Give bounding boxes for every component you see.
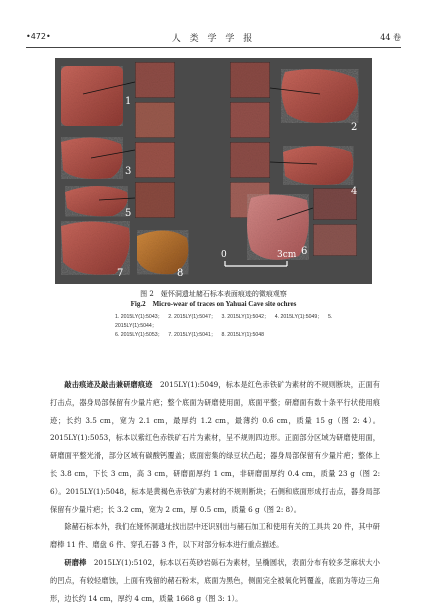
figure-label-5: 5 (125, 208, 132, 219)
figure-caption-items (115, 313, 345, 340)
paragraph-2 (50, 518, 380, 554)
caption-item: 4. 2015LY(1):5049； (274, 314, 323, 320)
figure-label-8: 8 (177, 268, 184, 279)
journal-title: 人 类 学 学 报 (171, 34, 256, 44)
caption-item: 3. 2015LY(1):5042； (221, 314, 270, 320)
figure-label-2: 2 (351, 122, 358, 133)
figure-label-7: 7 (117, 268, 124, 279)
caption-item: 5. 2015LY(1):5044； (115, 314, 333, 329)
scale-bar (225, 261, 287, 266)
caption-item: 6. 2015LY(1):5053； (115, 332, 163, 338)
specimen-7 (61, 221, 130, 274)
paragraph-1-text: 2015LY(1):5049，标本是红色赤铁矿为素材的不规则断块，正面有打击点，器身局部保留有少量片疤；整个底面为研磨使用面，底面平整；研磨面有数十条平行状使用痕迹；长约 3.5 cm，宽为 2.1 cm，最厚约 1.2 cm，最薄约 0.6 cm，质量 15 g（图 2: 4）。2015LY(1):5053，标本以紫红色赤铁矿石片为素材，呈不规则四边形。正面部分区域为研磨使用面，研磨面平整光滑，部分区域有碳酸钙覆盖；底面密集的绿豆状凸起；器身局部保留有少量片疤；整体上长 3.8 cm，下长 3 cm，高 3 cm，研磨面厚约 1 cm，非研磨面厚约 0.4 cm，质量 23 g（图 2: 6）。2015LY(1):5048，标本是黄褐色赤铁矿为素材的不规则断块；石侧和底面形成打击点，器身局部保留有少量片疤；长 3.2 cm，宽为 2 cm，厚 0.5 cm，质量 6 g（图 2: 8）。 (50, 380, 380, 514)
figure-ochre-photos (55, 58, 372, 284)
specimen-3 (61, 137, 135, 179)
scale-zero: 0 (221, 250, 227, 260)
running-header (26, 30, 401, 48)
specimen-2 (230, 62, 358, 138)
paragraph-1 (50, 376, 380, 518)
caption-item: 8. 2015LY(1):5048 (221, 332, 265, 338)
header-rule (26, 47, 401, 48)
figure-caption-en: Fig.2 Micro-wear of traces on Yahuai Cave site ochres (130, 300, 297, 308)
caption-item: 1. 2015LY(1):5043； (115, 314, 163, 320)
specimen-1 (61, 62, 175, 138)
scale-end: 3cm (277, 250, 297, 260)
paragraph-3-text: 2015LY(1):5102，标本以石英砂岩砾石为素材，呈椭圆状，表面分布有较多芝麻状大小的凹点，有较轻磨蚀，上面有残留的赭石粉末，底面为黑色，侧面完全被氧化钙覆盖，底面为等边三角形，边长约 14 cm，厚约 4 cm，质量 1668 g（图 3: 1）。 (50, 557, 380, 603)
section-lead-grinding-rod: 研磨棒 (64, 557, 87, 567)
caption-item: 7. 2015LY(1):5041； (168, 332, 217, 338)
figure-label-3: 3 (125, 166, 132, 177)
figure-caption-cn: 图 2 娅怀洞遗址赭石标本表面痕迹的微痕观察 (140, 290, 287, 298)
figure-artwork (55, 58, 372, 284)
paragraph-2-text: 除赭石标本外，我们在娅怀洞遗址找出层中还识别出与赭石加工和使用有关的工具共 20 件，其中研磨棒 11 件、磨盘 6 件、穿孔石器 3 件，以下对部分标本进行重点描述。 (50, 522, 380, 550)
caption-item: 2. 2015LY(1):5047； (168, 314, 217, 320)
page-number: •472• (26, 32, 51, 41)
section-lead-traces: 敲击痕迹及敲击兼研磨痕迹 (64, 380, 153, 389)
paragraph-3 (50, 554, 380, 607)
body-text (50, 376, 380, 607)
figure-label-6: 6 (301, 246, 308, 257)
volume-label: 44 卷 (380, 33, 401, 42)
figure-label-4: 4 (351, 186, 358, 197)
figure-label-1: 1 (125, 96, 132, 107)
